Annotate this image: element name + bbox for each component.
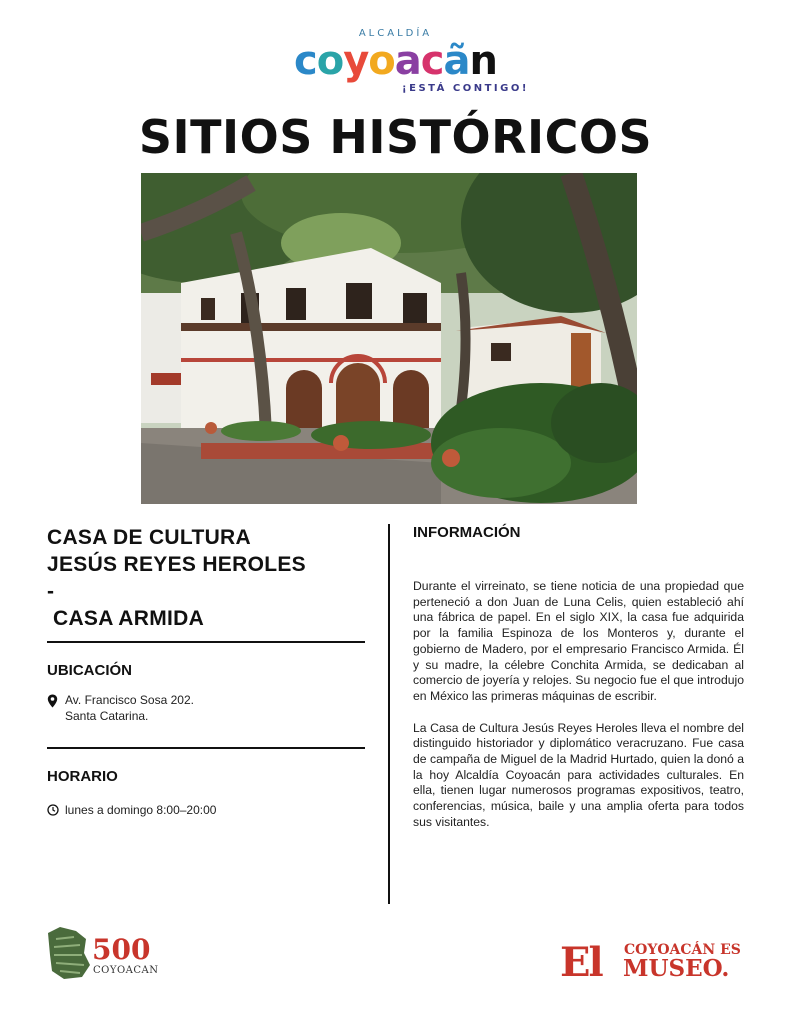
casa-armida-photo [141,173,637,504]
museo-el: El [560,939,602,982]
brand-name: coyoacãn [294,38,497,84]
museo-bottom-text: MUSEO. [623,955,730,982]
page-title: SITIOS HISTÓRICOS [138,110,653,164]
brand-tagline: ¡ESTÁ CONTIGO! [402,83,529,94]
alcaldia-coyoacan-logo [0,28,791,94]
info-heading: INFORMACIÓN [413,524,521,541]
location-row [47,692,194,724]
museo-top-text: COYOACÁN ES [624,942,741,958]
divider-line [47,641,365,643]
address-line-1: Av. Francisco Sosa 202. [65,693,194,707]
clock-icon [47,802,65,820]
right-column [413,524,744,831]
info-paragraph-1: Durante el virreinato, se tiene noticia de una propiedad que perteneció a don Juan de Luna Celis, quien estableció ahí una fábrica de papel. En el siglo XIX, la casa fue adquirida por la familia Espinoza de los Monteros y, durante el gobierno de Madero, por el empresario Francisco Armida. Él y su madre, la célebre Conchita Armida, se dedicaban al comercio de joyería y relojes. Su negocio fue el que introdujo en México las primeras máquinas de escribir. [413,579,744,703]
left-column [47,524,365,817]
info-paragraph-2: La Casa de Cultura Jesús Reyes Heroles lleva el nombre del distinguido historiador y diplomático veracruzano. Fue casa de campaña de Miguel de la Madrid Hurtado, quien la donó a la hoy Alcaldía Coyoacán para actividades culturales. En ella, tienen lugar numerosos programas expositivos, teatro, conferencias, música, baile y una amplia oferta para todos sus visitantes. [413,720,744,829]
logo500-number: 500 [92,933,151,966]
site-name: CASA DE CULTURA JESÚS REYES HEROLES - CASA ARMIDA [47,526,306,630]
address-line-2: Santa Catarina. [65,709,149,723]
schedule-row [47,802,216,820]
location-heading: UBICACIÓN [47,662,132,679]
divider-line [47,747,365,749]
coyoacan-es-museo-logo [560,936,750,982]
schedule-heading: HORARIO [47,768,118,785]
column-divider [388,524,390,904]
logo500-label: COYOACAN [93,965,159,976]
schedule-hours: lunes a domingo 8:00–20:00 [65,803,217,817]
500-coyoacan-logo [46,925,166,981]
location-pin-icon [47,692,65,724]
brand-top-label: ALCALDÍA [358,28,433,39]
